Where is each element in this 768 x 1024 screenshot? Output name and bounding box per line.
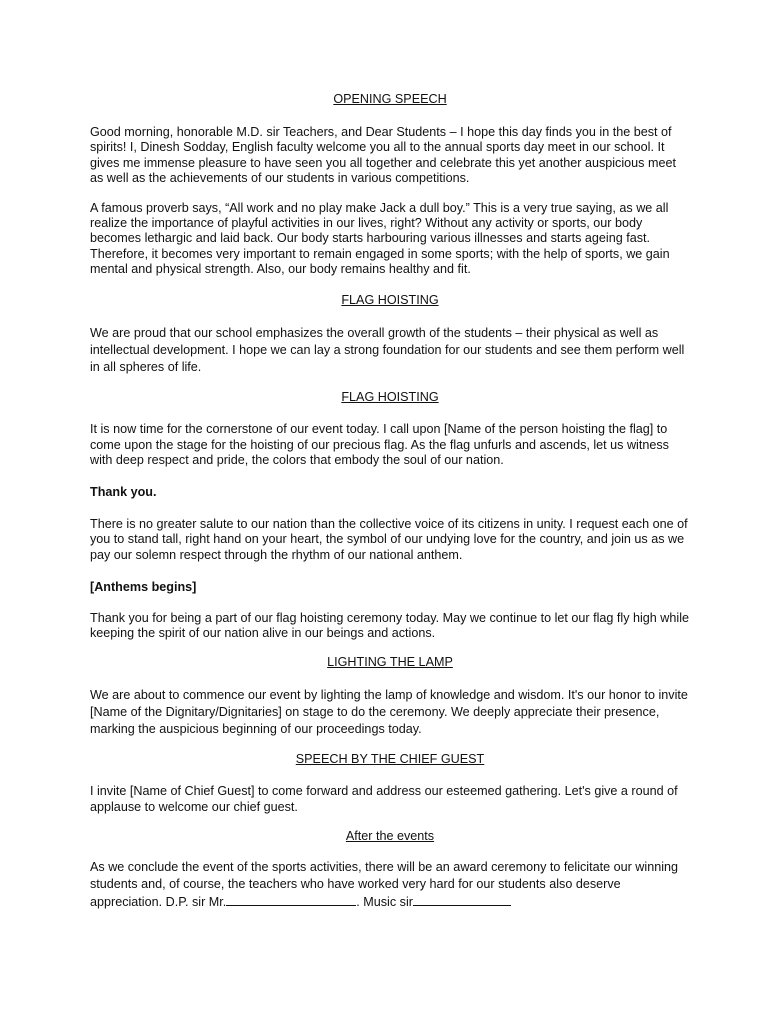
after-events-text: As we conclude the event of the sports activities, there will be an award ceremony to felicitate our winning students and, of course, the teachers who have worked very hard for our students also deserve appreciation. D.P. sir Mr. [90, 860, 679, 910]
opening-paragraph-1: Good morning, honorable M.D. sir Teachers, and Dear Students – I hope this day finds you in the best of spirits! I, Dinesh Sodday, English faculty welcome you all to the annual sports day meet in our school. It gives me immense pleasure to have seen you all together and celebrate this yet another auspicious meet as well as the achievements of our students in various competitions. [90, 125, 676, 185]
after-events-heading: After the events [345, 828, 435, 843]
flag-paragraph-2: It is now time for the cornerstone of our event today. I call upon [Name of the person hoisting the flag] to come upon the stage for the hoisting of our precious flag. As the flag unfurls and ascends, let us witness with deep respect and pride, the colors that embody the soul of our nation. [90, 422, 669, 467]
opening-paragraph-2: A famous proverb says, “All work and no play make Jack a dull boy.” This is a very true saying, as we all realize the importance of playful activities in our lives, right? Without any activity or sports, our body becomes lethargic and laid back. Our body starts harbouring various illnesses and starts ageing fast. Therefore, it becomes very important to remain engaged in some sports; with the help of sports, we gain mental and physical strength. Also, our body remains healthy and fit. [90, 201, 670, 276]
anthem-begins-line: [Anthems begins] [90, 579, 197, 594]
flag-hoisting-heading-2: FLAG HOISTING [341, 390, 439, 405]
flag-hoisting-heading-1: FLAG HOISTING [341, 293, 439, 308]
thank-you-line: Thank you. [90, 485, 157, 500]
chief-guest-paragraph: I invite [Name of Chief Guest] to come forward and address our esteemed gathering. Let's give a round of applause to welcome our chief guest. [90, 783, 678, 814]
opening-speech-heading: OPENING SPEECH [333, 92, 447, 106]
anthem-closing-paragraph: Thank you for being a part of our flag hoisting ceremony today. May we continue to let our flag fly high while keeping the spirit of our nation alive in our beings and actions. [90, 611, 690, 641]
music-sir-text: . Music sir [356, 895, 413, 910]
after-events-paragraph [90, 859, 690, 911]
anthem-paragraph: There is no greater salute to our nation than the collective voice of its citizens in unity. I request each one of you to stand tall, right hand on your heart, the symbol of our undying love for the country, and join us as we pay our solemn respect through the rhythm of our national anthem. [90, 517, 688, 562]
music-sir-name-blank [413, 893, 511, 906]
dp-sir-name-blank [226, 893, 356, 906]
chief-guest-heading: SPEECH BY THE CHIEF GUEST [295, 751, 485, 766]
document-page [90, 92, 690, 911]
lamp-paragraph: We are about to commence our event by lighting the lamp of knowledge and wisdom. It's our honor to invite [Name of the Dignitary/Dignitaries] on stage to do the ceremony. We deeply appreciate their presence, marking the auspicious beginning of our proceedings today. [90, 687, 688, 736]
lighting-lamp-heading: LIGHTING THE LAMP [327, 655, 453, 670]
flag-paragraph-1: We are proud that our school emphasizes the overall growth of the students – their physical as well as intellectual development. I hope we can lay a strong foundation for our students and see them perform well in all spheres of life. [90, 326, 685, 375]
